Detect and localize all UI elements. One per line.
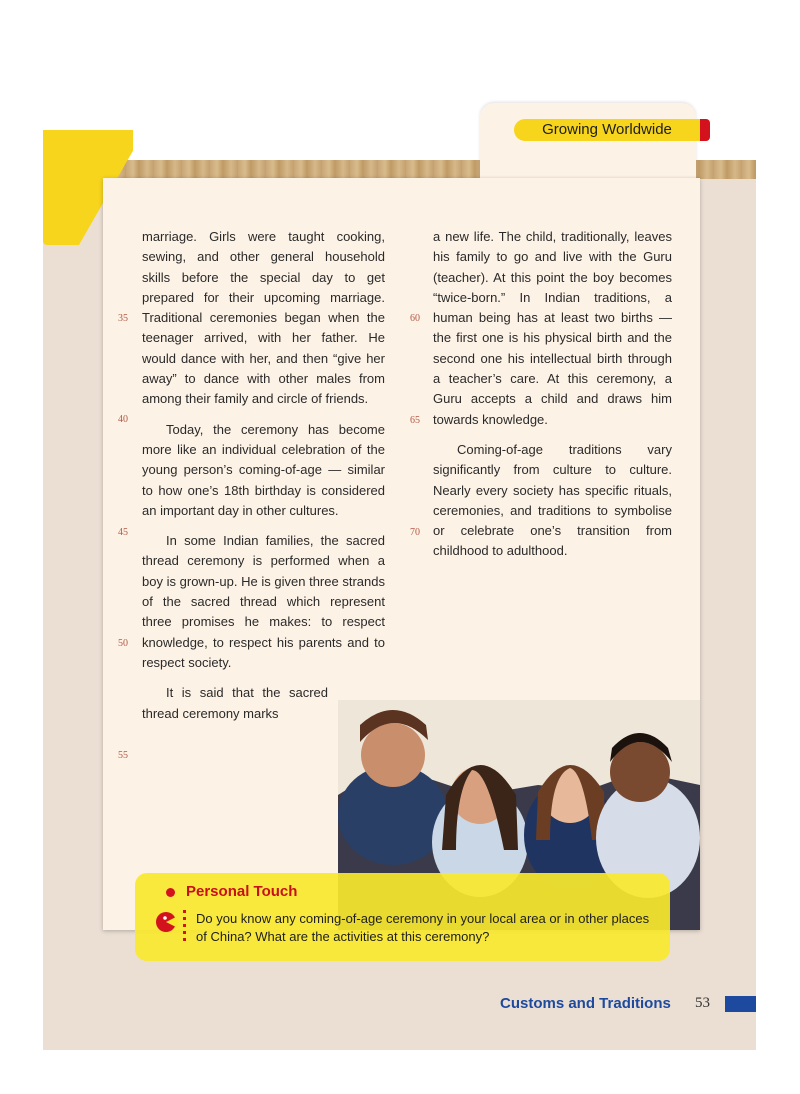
line-number: 50 [118, 638, 128, 649]
paragraph: marriage. Girls were taught cooking, sewing, and other general household skills before the special day to get prepared for their upcoming marriage. Traditional ceremonies began when the teenager arrived, with her father. He would dance with her, and then “give her away” to dance with other males from among their family and circle of friends. [142, 229, 385, 407]
paragraph: Coming-of-age traditions vary significantly from culture to culture. Nearly every society has specific rituals, ceremonies, and traditions to symbolise or celebrate one’s transition from childhood to adulthood. [433, 441, 672, 559]
bullet-dot-icon [166, 888, 175, 897]
dotted-divider [183, 910, 186, 944]
paragraph: Today, the ceremony has become more like an individual celebration of the young person’s coming-of-age — similar to how one’s 18th birthday is considered an important day in other cultures. [142, 421, 385, 518]
right-text-column [433, 227, 672, 562]
speaker-face-icon [155, 910, 179, 934]
line-number: 35 [118, 313, 128, 324]
line-number: 40 [118, 414, 128, 425]
paragraph: In some Indian families, the sacred thread ceremony is performed when a boy is grown-up. He is given three strands of the sacred thread which represent three promises he makes: to respect knowledge, to respect his parents and to respect society. [142, 533, 385, 670]
line-number: 45 [118, 527, 128, 538]
paragraph: It is said that the sacred thread ceremony marks [142, 685, 328, 721]
left-text-column [142, 227, 385, 724]
unit-title: Customs and Traditions [500, 995, 671, 1012]
page-number: 53 [695, 995, 710, 1011]
line-number: 65 [410, 415, 420, 426]
footer-bar-decoration [725, 996, 756, 1012]
personal-touch-question: Do you know any coming-of-age ceremony in your local area or in other places of China? What are the activities at this ceremony? [196, 911, 650, 944]
line-number: 55 [118, 750, 128, 761]
paragraph: a new life. The child, traditionally, leaves his family to go and live with the Guru (teacher). At this point the boy becomes “twice-born.” In Indian traditions, a human being has at least two births — the first one is his physical birth and the second one his intellectual birth through a teacher’s care. At this ceremony, a Guru accepts a child and draws him towards knowledge. [433, 229, 672, 427]
line-number: 70 [410, 527, 420, 538]
line-number: 60 [410, 313, 420, 324]
personal-touch-title: Personal Touch [186, 883, 298, 900]
section-label: Growing Worldwide [514, 119, 710, 141]
